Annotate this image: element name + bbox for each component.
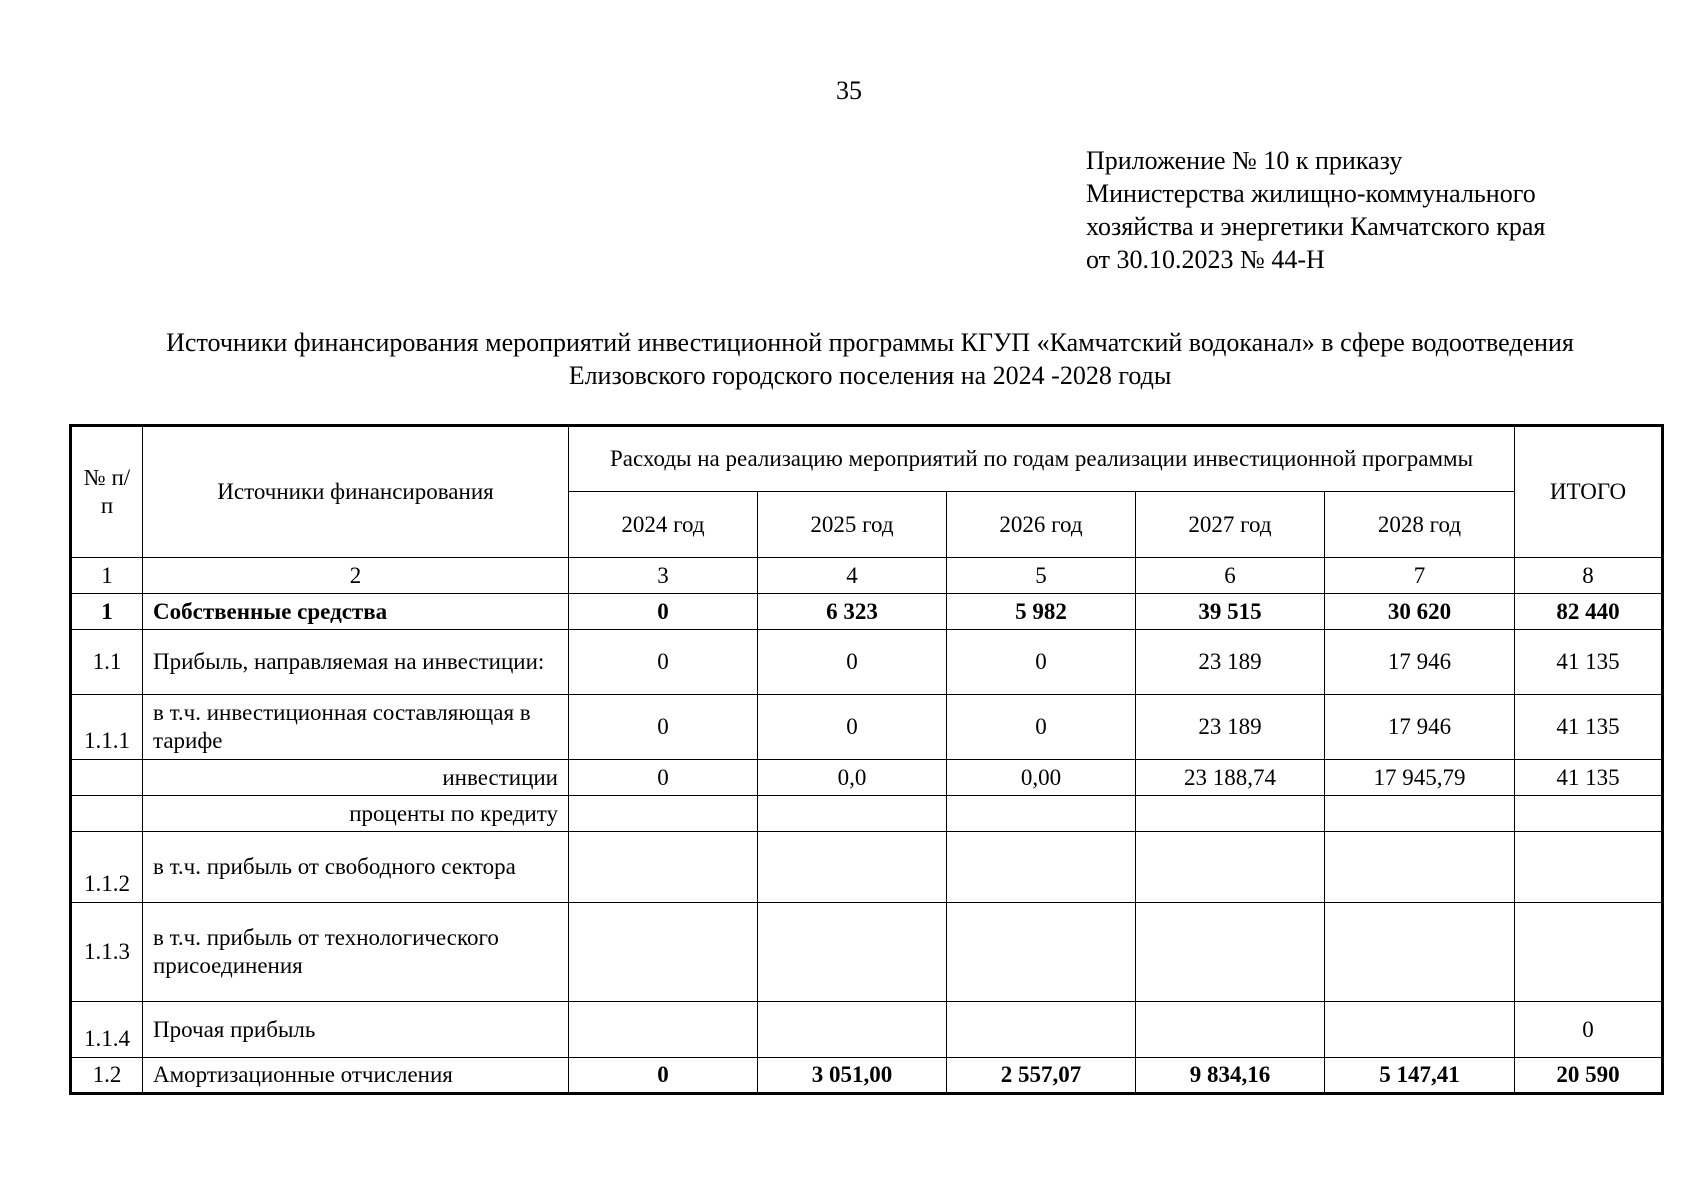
table-row bbox=[71, 1002, 1663, 1058]
row-value: 17 946 bbox=[1325, 695, 1515, 760]
row-value bbox=[1325, 1002, 1515, 1058]
row-value bbox=[758, 832, 947, 903]
row-name: проценты по кредиту bbox=[143, 796, 569, 832]
appendix-line: Приложение № 10 к приказу bbox=[1086, 146, 1403, 175]
financing-table bbox=[69, 424, 1664, 1095]
row-value: 0,0 bbox=[758, 760, 947, 796]
row-value: 23 189 bbox=[1136, 695, 1325, 760]
row-value: 0 bbox=[947, 695, 1136, 760]
row-value bbox=[569, 903, 758, 1002]
table-row bbox=[71, 1058, 1663, 1094]
row-value: 0 bbox=[947, 630, 1136, 695]
table-row bbox=[71, 760, 1663, 796]
row-value: 30 620 bbox=[1325, 594, 1515, 630]
row-value bbox=[569, 832, 758, 903]
row-value: 0 bbox=[569, 594, 758, 630]
row-value: 17 945,79 bbox=[1325, 760, 1515, 796]
row-name: Прочая прибыль bbox=[143, 1002, 569, 1058]
row-value bbox=[947, 903, 1136, 1002]
row-value bbox=[947, 1002, 1136, 1058]
page-number: 35 bbox=[836, 76, 862, 105]
appendix-line: Министерства жилищно-коммунального bbox=[1086, 179, 1536, 208]
row-value bbox=[1136, 903, 1325, 1002]
row-value bbox=[569, 1002, 758, 1058]
header-year: 2026 год bbox=[947, 492, 1136, 558]
row-value: 9 834,16 bbox=[1136, 1058, 1325, 1094]
row-value: 2 557,07 bbox=[947, 1058, 1136, 1094]
header-sources: Источники финансирования bbox=[143, 426, 569, 558]
header-total: ИТОГО bbox=[1515, 426, 1663, 558]
row-value bbox=[1136, 796, 1325, 832]
row-name: Собственные средства bbox=[143, 594, 569, 630]
row-value: 17 946 bbox=[1325, 630, 1515, 695]
row-name: в т.ч. прибыль от технологического присоединения bbox=[143, 903, 569, 1002]
row-value bbox=[1325, 903, 1515, 1002]
row-value: 0 bbox=[569, 630, 758, 695]
table-row bbox=[71, 594, 1663, 630]
col-number: 3 bbox=[569, 558, 758, 594]
row-total bbox=[1515, 903, 1663, 1002]
header-row bbox=[71, 426, 1663, 492]
col-number: 8 bbox=[1515, 558, 1663, 594]
col-number: 1 bbox=[71, 558, 143, 594]
document-title bbox=[40, 326, 1698, 392]
row-total: 41 135 bbox=[1515, 760, 1663, 796]
header-expenses: Расходы на реализацию мероприятий по годам реализации инвестиционной программы bbox=[569, 426, 1515, 492]
row-num bbox=[71, 796, 143, 832]
row-value bbox=[1136, 1002, 1325, 1058]
col-number: 6 bbox=[1136, 558, 1325, 594]
row-total: 20 590 bbox=[1515, 1058, 1663, 1094]
row-name: в т.ч. инвестиционная составляющая в тарифе bbox=[143, 695, 569, 760]
row-value bbox=[569, 796, 758, 832]
col-number: 4 bbox=[758, 558, 947, 594]
row-name: в т.ч. прибыль от свободного сектора bbox=[143, 832, 569, 903]
row-num: 1.1.4 bbox=[71, 1002, 143, 1058]
table-row bbox=[71, 903, 1663, 1002]
row-value: 3 051,00 bbox=[758, 1058, 947, 1094]
header-year: 2028 год bbox=[1325, 492, 1515, 558]
row-name: Прибыль, направляемая на инвестиции: bbox=[143, 630, 569, 695]
row-total: 41 135 bbox=[1515, 695, 1663, 760]
header-num: № п/п bbox=[71, 426, 143, 558]
row-value: 0 bbox=[569, 760, 758, 796]
row-name: Амортизационные отчисления bbox=[143, 1058, 569, 1094]
header-year: 2027 год bbox=[1136, 492, 1325, 558]
row-name: инвестиции bbox=[143, 760, 569, 796]
title-line: Елизовского городского поселения на 2024 -2028 годы bbox=[568, 361, 1172, 390]
col-number: 7 bbox=[1325, 558, 1515, 594]
header-year: 2024 год bbox=[569, 492, 758, 558]
row-total bbox=[1515, 832, 1663, 903]
row-num: 1.2 bbox=[71, 1058, 143, 1094]
row-num bbox=[71, 760, 143, 796]
row-num: 1.1.3 bbox=[71, 903, 143, 1002]
row-value: 0 bbox=[758, 695, 947, 760]
row-value bbox=[1325, 796, 1515, 832]
row-value: 0,00 bbox=[947, 760, 1136, 796]
row-value bbox=[758, 903, 947, 1002]
row-num: 1 bbox=[71, 594, 143, 630]
row-total bbox=[1515, 796, 1663, 832]
row-value: 23 189 bbox=[1136, 630, 1325, 695]
row-value: 23 188,74 bbox=[1136, 760, 1325, 796]
row-value bbox=[758, 796, 947, 832]
row-num: 1.1.2 bbox=[71, 832, 143, 903]
table-row bbox=[71, 796, 1663, 832]
row-num: 1.1 bbox=[71, 630, 143, 695]
row-value: 0 bbox=[569, 1058, 758, 1094]
row-value: 6 323 bbox=[758, 594, 947, 630]
row-value: 39 515 bbox=[1136, 594, 1325, 630]
table-row bbox=[71, 832, 1663, 903]
row-value bbox=[758, 1002, 947, 1058]
row-value: 5 147,41 bbox=[1325, 1058, 1515, 1094]
title-line: Источники финансирования мероприятий инвестиционной программы КГУП «Камчатский водоканал» в сфере водоотведения bbox=[166, 328, 1574, 357]
col-number: 2 bbox=[143, 558, 569, 594]
header-year: 2025 год bbox=[758, 492, 947, 558]
appendix-note bbox=[1086, 144, 1545, 276]
row-value bbox=[1325, 832, 1515, 903]
col-number: 5 bbox=[947, 558, 1136, 594]
row-value bbox=[1136, 832, 1325, 903]
row-num: 1.1.1 bbox=[71, 695, 143, 760]
row-total: 0 bbox=[1515, 1002, 1663, 1058]
row-total: 82 440 bbox=[1515, 594, 1663, 630]
row-value: 5 982 bbox=[947, 594, 1136, 630]
row-value: 0 bbox=[758, 630, 947, 695]
column-numbers-row bbox=[71, 558, 1663, 594]
appendix-line: от 30.10.2023 № 44-Н bbox=[1086, 245, 1325, 274]
table-row bbox=[71, 695, 1663, 760]
row-total: 41 135 bbox=[1515, 630, 1663, 695]
table-row bbox=[71, 630, 1663, 695]
appendix-line: хозяйства и энергетики Камчатского края bbox=[1086, 212, 1546, 241]
row-value bbox=[947, 796, 1136, 832]
row-value: 0 bbox=[569, 695, 758, 760]
row-value bbox=[947, 832, 1136, 903]
